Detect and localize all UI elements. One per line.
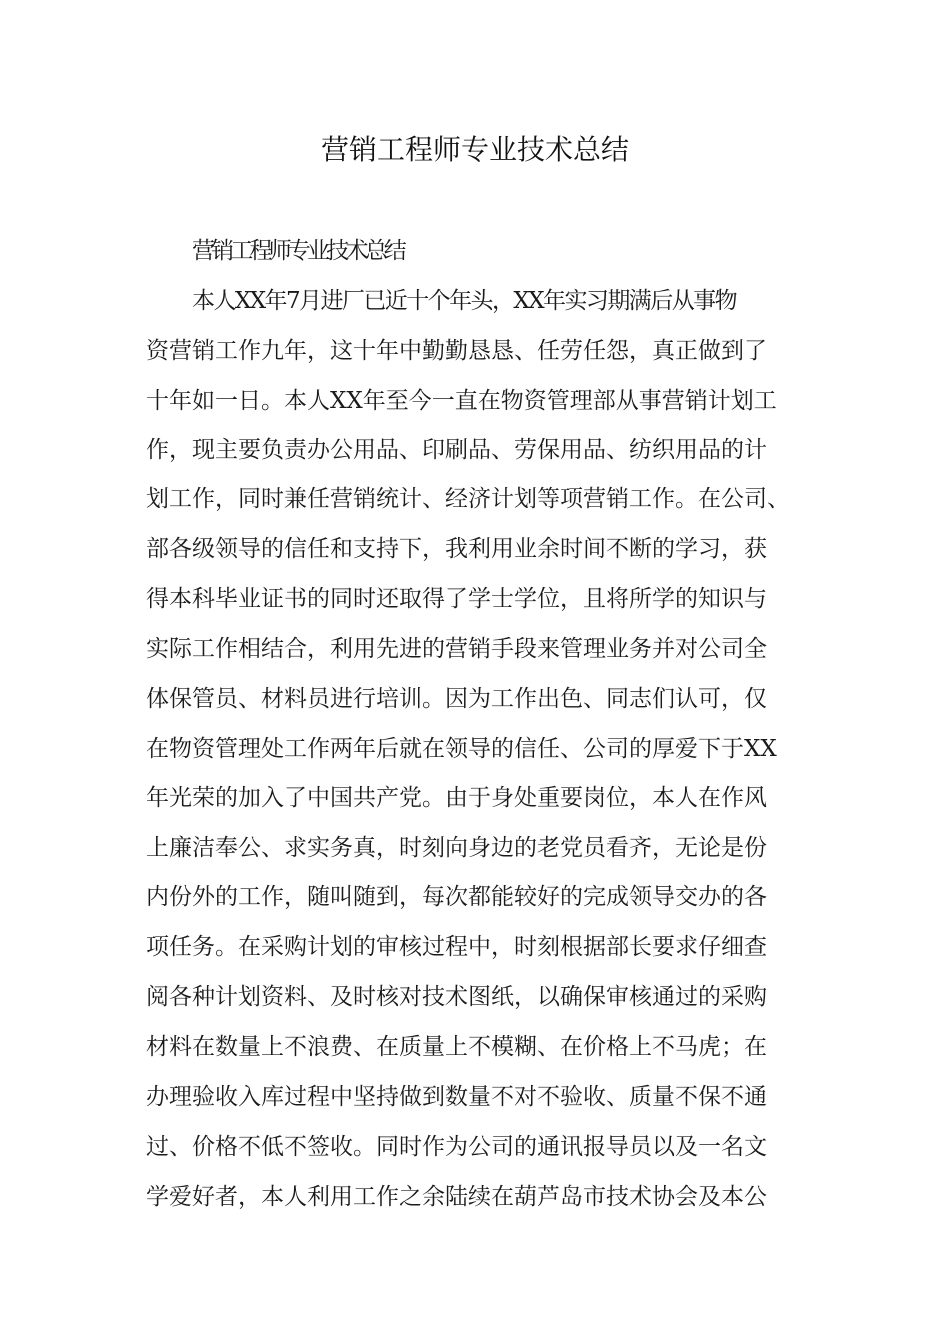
body-line: 上廉洁奉公、求实务真，时刻向身边的老党员看齐，无论是份	[146, 835, 767, 861]
body-line: 本人XX年7月进厂已近十个年头，XX年实习期满后从事物	[192, 288, 737, 314]
body-line: 部各级领导的信任和支持下，我利用业余时间不断的学习，获	[146, 536, 767, 562]
body-line: 体保管员、材料员进行培训。因为工作出色、同志们认可，仅	[146, 686, 767, 712]
body-line: 得本科毕业证书的同时还取得了学士学位，且将所学的知识与	[146, 586, 767, 612]
body-line: 实际工作相结合，利用先进的营销手段来管理业务并对公司全	[146, 636, 767, 662]
body-line: 过、价格不低不签收。同时作为公司的通讯报导员以及一名文	[146, 1134, 767, 1160]
body-line: 资营销工作九年，这十年中勤勤恳恳、任劳任怨，真正做到了	[146, 338, 767, 364]
body-line: 十年如一日。本人XX年至今一直在物资管理部从事营销计划工	[146, 388, 777, 414]
body-line: 在物资管理处工作两年后就在领导的信任、公司的厚爱下于XX	[146, 736, 777, 762]
body-line: 年光荣的加入了中国共产党。由于身处重要岗位，本人在作风	[146, 785, 767, 811]
body-line: 内份外的工作，随叫随到，每次都能较好的完成领导交办的各	[146, 884, 767, 910]
body-line: 阅各种计划资料、及时核对技术图纸，以确保审核通过的采购	[146, 984, 767, 1010]
body-line: 项任务。在采购计划的审核过程中，时刻根据部长要求仔细查	[146, 934, 767, 960]
body-line: 作，现主要负责办公用品、印刷品、劳保用品、纺织用品的计	[146, 437, 767, 463]
body-line: 划工作，同时兼任营销统计、经济计划等项营销工作。在公司、	[146, 486, 790, 512]
body-line: 材料在数量上不浪费、在质量上不模糊、在价格上不马虎；在	[146, 1034, 767, 1060]
document-title: 营销工程师专业技术总结	[320, 133, 629, 166]
body-line: 学爱好者，本人利用工作之余陆续在葫芦岛市技术协会及本公	[146, 1184, 767, 1210]
body-line: 办理验收入库过程中坚持做到数量不对不验收、质量不保不通	[146, 1084, 767, 1110]
paragraph-heading: 营销工程师专业技术总结	[192, 238, 403, 264]
